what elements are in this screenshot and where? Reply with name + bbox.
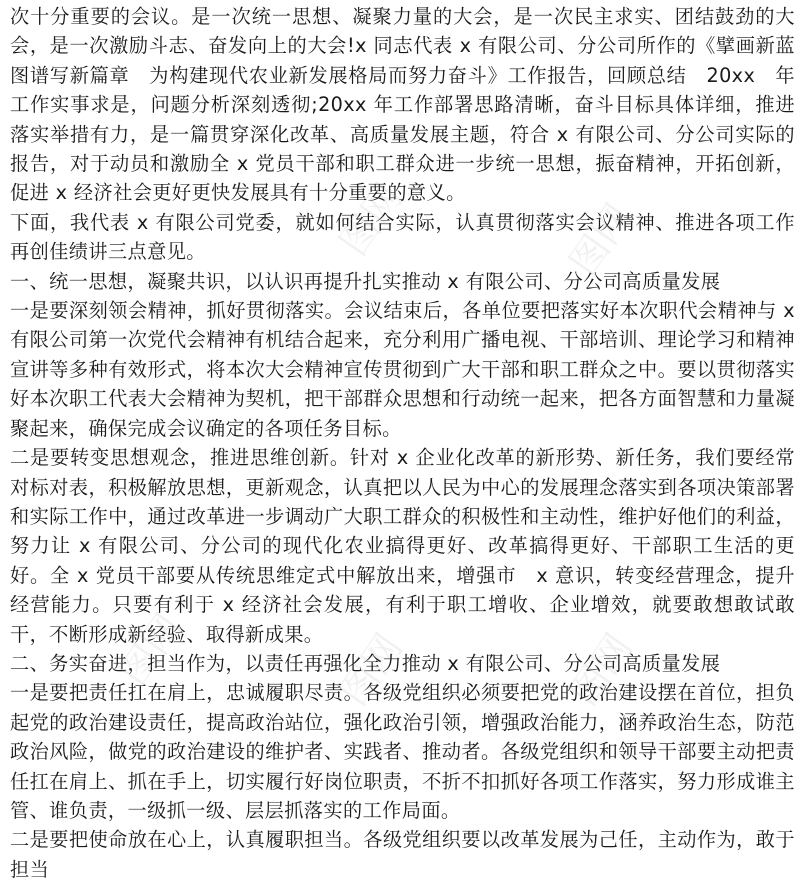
- watermark: 图网: [561, 195, 641, 284]
- paragraph-point-2-1: 一是要把责任扛在肩上，忠诚履职尽责。各级党组织必须要把党的政治建设摆在首位，担负起党的政治建设责任，提高政治站位，强化政治引领，增强政治能力，涵养政治生态，防范政治风险，做党的政治建设的维护者、实践者、推动者。各级党组织和领导干部要主动把责任扛在肩上、抓在手上，切实履行好岗位职责，不折不扣抓好各项工作落实，努力形成谁主管、谁负责，一级抓一级、层层抓落实的工作局面。: [10, 681, 795, 822]
- paragraph-transition: 下面，我代表 x 有限公司党委，就如何结合实际，认真贯彻落实会议精神、推进各项工作再创佳绩讲三点意见。: [10, 210, 795, 264]
- paragraph-point-1-1: 一是要深刻领会精神，抓好贯彻落实。会议结束后，各单位要把落实好本次职代会精神与 x 有限公司第一次党代会精神有机结合起来，充分利用广播电视、干部培训、理论学习和精神宣讲等多种有效形式，将本次大会精神宣传贯彻到广大干部和职工群众之中。要以贯彻落实好本次职工代表大会精神为契机，把干部群众思想和行动统一起来，把各方面智慧和力量凝聚起来，确保完成会议确定的各项任务目标。: [10, 299, 795, 440]
- document-body: [10, 2, 795, 884]
- watermark: 图网: [111, 605, 191, 694]
- paragraph-point-1-2: 二是要转变思想观念，推进思维创新。针对 x 企业化改革的新形势、新任务，我们要经常对标对表，积极解放思想，更新观念，认真把以人民为中心的发展理念落实到各项决策部署和实际工作中，通过改革进一步调动广大职工群众的积极性和主动性，维护好他们的利益，努力让 x 有限公司、分公司的现代化农业搞得更好、改革搞得更好、干部职工生活的更好。全 x 党员干部要从传统思维定式中解放出来，增强市 x 意识，转变经营理念，提升经营能力。只要有利于 x 经济社会发展，有利于职工增收、企业增效，就要敢想敢试敢干，不断形成新经验、取得新成果。: [10, 446, 795, 646]
- watermark: 图网: [331, 175, 411, 264]
- watermark: 图网: [561, 625, 641, 714]
- paragraph-intro: 次十分重要的会议。是一次统一思想、凝聚力量的大会，是一次民主求实、团结鼓劲的大会，是一次激励斗志、奋发向上的大会!x 同志代表 x 有限公司、分公司所作的《擘画新蓝图谱写新篇章 为构建现代农业新发展格局而努力奋斗》工作报告，回顾总结 20xx 年工作实事求是，问题分析深刻透彻;20xx 年工作部署思路清晰，奋斗目标具体详细，推进落实举措有力，是一篇贯穿深化改革、高质量发展主题，符合 x 有限公司、分公司实际的报告，对于动员和激励全 x 党员干部和职工群众进一步统一思想，振奋精神，开拓创新，促进 x 经济社会更好更快发展具有十分重要的意义。: [10, 5, 795, 205]
- section-heading-1: 一、统一思想，凝聚共识，以认识再提升扎实推动 x 有限公司、分公司高质量发展: [10, 269, 721, 293]
- paragraph-point-2-2: 二是要把使命放在心上，认真履职担当。各级党组织要以改革发展为己任，主动作为，敢于担当: [10, 828, 795, 881]
- section-heading-2: 二、务实奋进，担当作为，以责任再强化全力推动 x 有限公司、分公司高质量发展: [10, 651, 721, 675]
- watermark: 图网: [331, 625, 411, 714]
